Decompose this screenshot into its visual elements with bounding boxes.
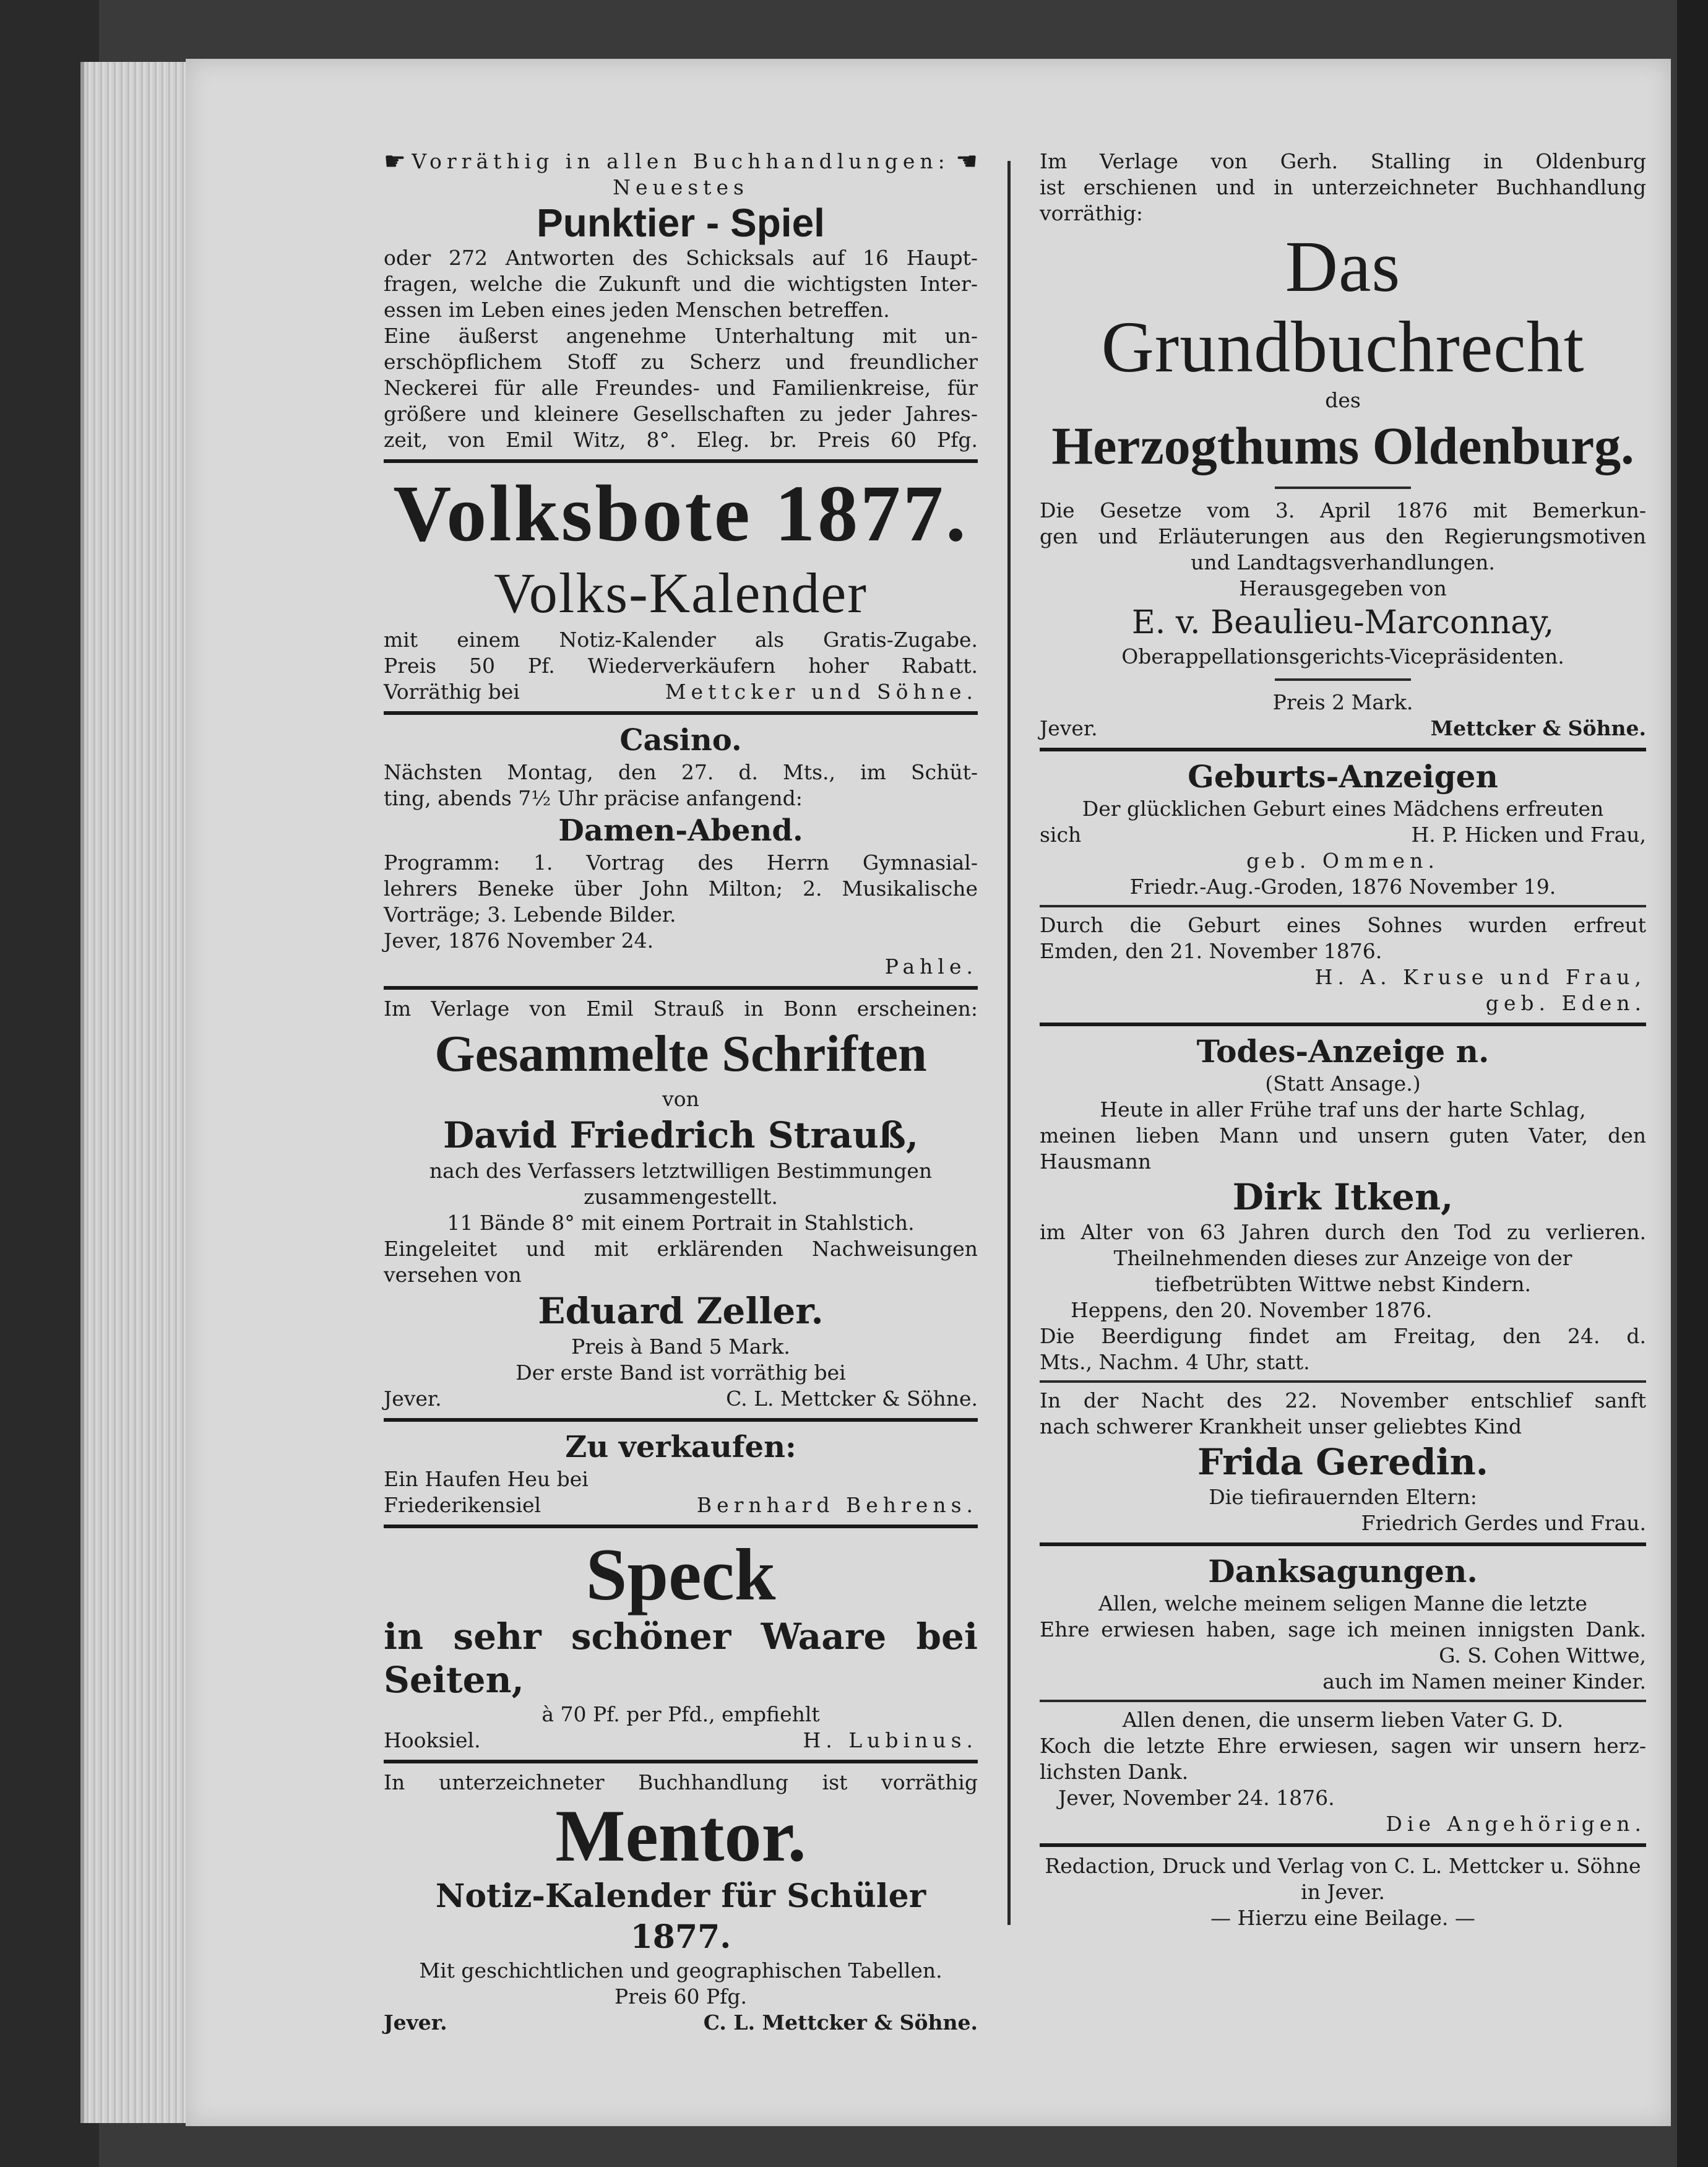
ad-date: Heppens, den 20. November 1876. — [1071, 1298, 1433, 1322]
ad-line: Die Beerdigung findet am Freitag, den 24. d. — [1040, 1324, 1646, 1348]
ad-line: 11 Bände 8° mit einem Portrait in Stahlstich. — [447, 1211, 915, 1235]
ad-line: Der glücklichen Geburt eines Mädchens erfreuten — [1082, 797, 1604, 821]
ad-punktier-spiel — [384, 149, 978, 453]
ad-place: Jever. — [384, 1386, 442, 1411]
ad-editor: E. v. Beaulieu-Marconnay, — [1131, 604, 1555, 641]
ad-title: Mentor. — [555, 1794, 806, 1877]
ad-line: zusammengestellt. — [584, 1185, 778, 1209]
page-stack-edge — [80, 62, 189, 2123]
ad-title: Punktier - Spiel — [537, 201, 825, 245]
deceased-name: Frida Geredin. — [1197, 1441, 1488, 1483]
imprint — [1040, 1853, 1646, 1931]
ad-line: lichsten Dank. — [1040, 1760, 1189, 1784]
ad-title: Zu verkaufen: — [565, 1430, 796, 1464]
deceased-name: Dirk Itken, — [1232, 1176, 1454, 1218]
ad-line: größere und kleinere Gesellschaften zu jeder Jahres- — [384, 402, 978, 426]
ad-date: Friedr.-Aug.-Groden, 1876 November 19. — [1129, 875, 1556, 899]
ad-availability — [384, 679, 978, 705]
ad-title-2: Herzogthums Oldenburg. — [1051, 416, 1634, 475]
ad-line: Die tiefirauernden Eltern: — [1209, 1485, 1477, 1509]
divider — [1040, 1023, 1646, 1026]
parents-names: H. A. Kruse und Frau, — [1314, 965, 1646, 989]
seller-name: Mettcker & Söhne. — [1430, 716, 1646, 740]
supplement-note: — Hierzu eine Beilage. — — [1210, 1906, 1475, 1930]
ad-line: Neckerei für alle Freundes- und Familienkreise, für — [384, 376, 978, 400]
event-title: Damen-Abend. — [558, 813, 803, 848]
ad-line: erschöpflichem Stoff zu Scherz und freundlicher — [384, 350, 978, 374]
ad-subtitle: Notiz-Kalender für Schüler 1877. — [435, 1877, 926, 1956]
ad-line: ting, abends 7½ Uhr präcise anfangend: — [384, 786, 803, 810]
ad-signature: Friedrich Gerdes und Frau. — [1361, 1511, 1646, 1535]
imprint-line: Redaction, Druck und Verlag von C. L. Mettcker u. Söhne in Jever. — [1045, 1854, 1641, 1904]
ad-word: sich — [1040, 823, 1082, 847]
ad-geburts-anzeigen — [1040, 758, 1646, 1016]
ad-line: Eine äußerst angenehme Unterhaltung mit un- — [384, 324, 978, 348]
ad-von: von — [662, 1087, 699, 1111]
ad-signature: G. S. Cohen Wittwe, — [1439, 1643, 1646, 1667]
ad-line: im Alter von 63 Jahren durch den Tod zu verlieren. — [1040, 1220, 1646, 1244]
ad-grundbuchrecht — [1040, 149, 1646, 742]
divider — [1040, 1843, 1646, 1847]
ad-signature: Pahle. — [884, 954, 978, 979]
birth-name: geb. Eden. — [1485, 991, 1646, 1015]
availability-label: Vorräthig bei — [384, 680, 520, 704]
seller-name: C. L. Mettcker & Söhne. — [726, 1386, 978, 1411]
ad-footer-row — [384, 2010, 978, 2036]
ad-todes-anzeigen — [1040, 1032, 1646, 1536]
ad-date: Jever, November 24. 1876. — [1058, 1786, 1335, 1810]
ad-kicker: Neuestes — [613, 175, 749, 199]
ad-title: Casino. — [619, 723, 742, 758]
ad-volksbote — [384, 469, 978, 705]
divider — [1040, 1380, 1646, 1383]
ad-names-row — [1040, 822, 1646, 848]
ad-signature: Die Angehörigen. — [1386, 1812, 1646, 1836]
ad-danksagungen — [1040, 1552, 1646, 1837]
ad-line: Ein Haufen Heu bei — [384, 1467, 589, 1491]
ad-line: Nächsten Montag, den 27. d. Mts., im Schüt- — [384, 760, 978, 784]
ad-price: à 70 Pf. per Pfd., empfiehlt — [541, 1702, 820, 1726]
divider — [1040, 748, 1646, 751]
ad-price: Preis à Band 5 Mark. — [571, 1334, 790, 1359]
ad-line: versehen von — [384, 1263, 522, 1287]
ad-title: Das Grundbuchrecht — [1101, 226, 1585, 387]
ad-signature: auch im Namen meiner Kinder. — [1322, 1669, 1646, 1693]
ad-footer-row — [384, 1386, 978, 1412]
ad-speck — [384, 1534, 978, 1754]
ad-place: Jever. — [1040, 716, 1098, 740]
ad-title: Gesammelte Schriften — [434, 1025, 927, 1083]
program-line: Vorträge; 3. Lebende Bilder. — [384, 902, 676, 927]
divider — [384, 986, 978, 990]
seller-name: Mettcker und Söhne. — [665, 680, 978, 704]
ad-header-row — [384, 149, 978, 175]
section-title: Todes-Anzeige n. — [1196, 1033, 1490, 1070]
section-title: Geburts-Anzeigen — [1188, 758, 1498, 795]
ad-line: Mts., Nachm. 4 Uhr, statt. — [1040, 1350, 1310, 1374]
divider — [1040, 1700, 1646, 1702]
ad-line: Hausmann — [1040, 1149, 1152, 1174]
ad-mentor — [384, 1770, 978, 2036]
section-title: Danksagungen. — [1208, 1553, 1478, 1590]
ad-line: Allen, welche meinem seligen Manne die letzte — [1098, 1591, 1587, 1616]
seller-name: H. Lubinus. — [803, 1728, 978, 1752]
ad-casino — [384, 721, 978, 980]
short-divider — [1275, 487, 1411, 489]
right-column — [1040, 149, 1646, 1931]
ad-line: Eingeleitet und mit erklärenden Nachweisungen — [384, 1237, 978, 1261]
ad-line: oder 272 Antworten des Schicksals auf 16 Haupt- — [384, 246, 978, 270]
ad-line: Herausgegeben von — [1239, 576, 1447, 600]
ad-author: David Friedrich Strauß, — [442, 1114, 919, 1156]
ad-line: in sehr schöner Waare bei Seiten, — [384, 1616, 978, 1701]
ad-header: In unterzeichneter Buchhandlung ist vorräthig — [384, 1770, 978, 1794]
ad-header: Im Verlage von Emil Strauß in Bonn erscheinen: — [384, 997, 978, 1021]
ad-line: vorräthig: — [1040, 201, 1144, 225]
seller-name: Bernhard Behrens. — [696, 1493, 978, 1517]
ad-footer-row — [1040, 716, 1646, 742]
ad-line: gen und Erläuterungen aus den Regierungsmotiven — [1040, 524, 1646, 548]
ad-place: Jever. — [384, 2010, 447, 2035]
ad-place: Friederikensiel — [384, 1493, 541, 1517]
ad-title: Volksbote 1877. — [393, 469, 968, 558]
ad-header: Vorräthig in allen Buchhandlungen: — [412, 149, 950, 173]
divider — [1040, 905, 1646, 907]
parents-names: H. P. Hicken und Frau, — [1411, 823, 1646, 847]
ad-line: In der Nacht des 22. November entschlief sanft — [1040, 1388, 1646, 1412]
ad-strauss — [384, 996, 978, 1412]
ad-title: Speck — [585, 1533, 776, 1616]
ad-line: Koch die letzte Ehre erwiesen, sagen wir unsern herz- — [1040, 1734, 1646, 1758]
column-divider — [1007, 161, 1011, 1925]
ad-line: nach des Verfassers letztwilligen Bestimmungen — [429, 1159, 933, 1183]
ad-line: nach schwerer Krankheit unser geliebtes Kind — [1040, 1414, 1522, 1438]
divider — [384, 1525, 978, 1528]
divider — [1040, 1542, 1646, 1546]
ad-line: Ehre erwiesen haben, sage ich meinen innigsten Dank. — [1040, 1617, 1646, 1641]
birth-name: geb. Ommen. — [1246, 849, 1439, 873]
pointing-hand-left-icon: ☚ — [955, 147, 978, 176]
divider — [384, 1760, 978, 1763]
ad-zu-verkaufen — [384, 1428, 978, 1518]
ad-price: Preis 60 Pfg. — [614, 1984, 747, 2009]
ad-line: Emden, den 21. November 1876. — [1040, 939, 1382, 963]
pointing-hand-right-icon: ☛ — [384, 147, 406, 176]
ad-price: Preis 2 Mark. — [1272, 690, 1413, 714]
ad-line: Die Gesetze vom 3. April 1876 mit Bemerkun- — [1040, 498, 1646, 522]
ad-line: Heute in aller Frühe traf uns der harte Schlag, — [1100, 1097, 1586, 1122]
ad-subtitle: Volks-Kalender — [494, 561, 868, 625]
ad-line: Allen denen, die unserm lieben Vater G. D. — [1122, 1708, 1564, 1732]
ad-subtitle: (Statt Ansage.) — [1265, 1071, 1421, 1096]
ad-footer-row — [384, 1728, 978, 1754]
short-divider — [1275, 678, 1411, 681]
ad-line: fragen, welche die Zukunft und die wichtigsten Inter- — [384, 272, 978, 296]
ad-line: ist erschienen und in unterzeichneter Buchhandlung — [1040, 175, 1646, 199]
ad-line: Im Verlage von Gerh. Stalling in Oldenburg — [1040, 149, 1646, 173]
divider — [384, 711, 978, 715]
ad-line: zeit, von Emil Witz, 8°. Eleg. br. Preis 60 Pfg. — [384, 428, 978, 452]
divider — [384, 1418, 978, 1422]
ad-place: Hooksiel. — [384, 1728, 481, 1752]
ad-line: mit einem Notiz-Kalender als Gratis-Zugabe. — [384, 628, 978, 652]
ad-line: Preis 50 Pf. Wiederverkäufern hoher Rabatt. — [384, 654, 978, 678]
ad-editor-title: Oberappellationsgerichts-Vicepräsidenten. — [1121, 644, 1564, 668]
divider — [384, 459, 978, 463]
ad-line: essen im Leben eines jeden Menschen betreffen. — [384, 298, 890, 322]
ad-line: Mit geschichtlichen und geographischen Tabellen. — [419, 1958, 942, 1983]
ad-line: Der erste Band ist vorräthig bei — [515, 1360, 846, 1385]
left-column — [384, 149, 978, 2036]
program-line: Programm: 1. Vortrag des Herrn Gymnasial- — [384, 850, 978, 875]
program-line: lehrers Beneke über John Milton; 2. Musikalische — [384, 876, 978, 901]
ad-line: meinen lieben Mann und unsern guten Vater, den — [1040, 1123, 1646, 1148]
scan-dark-edge-right — [1677, 0, 1708, 2167]
ad-footer-row — [384, 1492, 978, 1518]
seller-name: C. L. Mettcker & Söhne. — [703, 2010, 978, 2035]
ad-line: Durch die Geburt eines Sohnes wurden erfreut — [1040, 913, 1646, 937]
ad-date: Jever, 1876 November 24. — [384, 928, 654, 953]
ad-line: und Landtagsverhandlungen. — [1191, 550, 1495, 574]
ad-line: Theilnehmenden dieses zur Anzeige von der — [1113, 1246, 1572, 1270]
ad-des: des — [1325, 388, 1361, 412]
ad-editor: Eduard Zeller. — [538, 1290, 824, 1332]
ad-line: tiefbetrübten Wittwe nebst Kindern. — [1154, 1272, 1532, 1296]
